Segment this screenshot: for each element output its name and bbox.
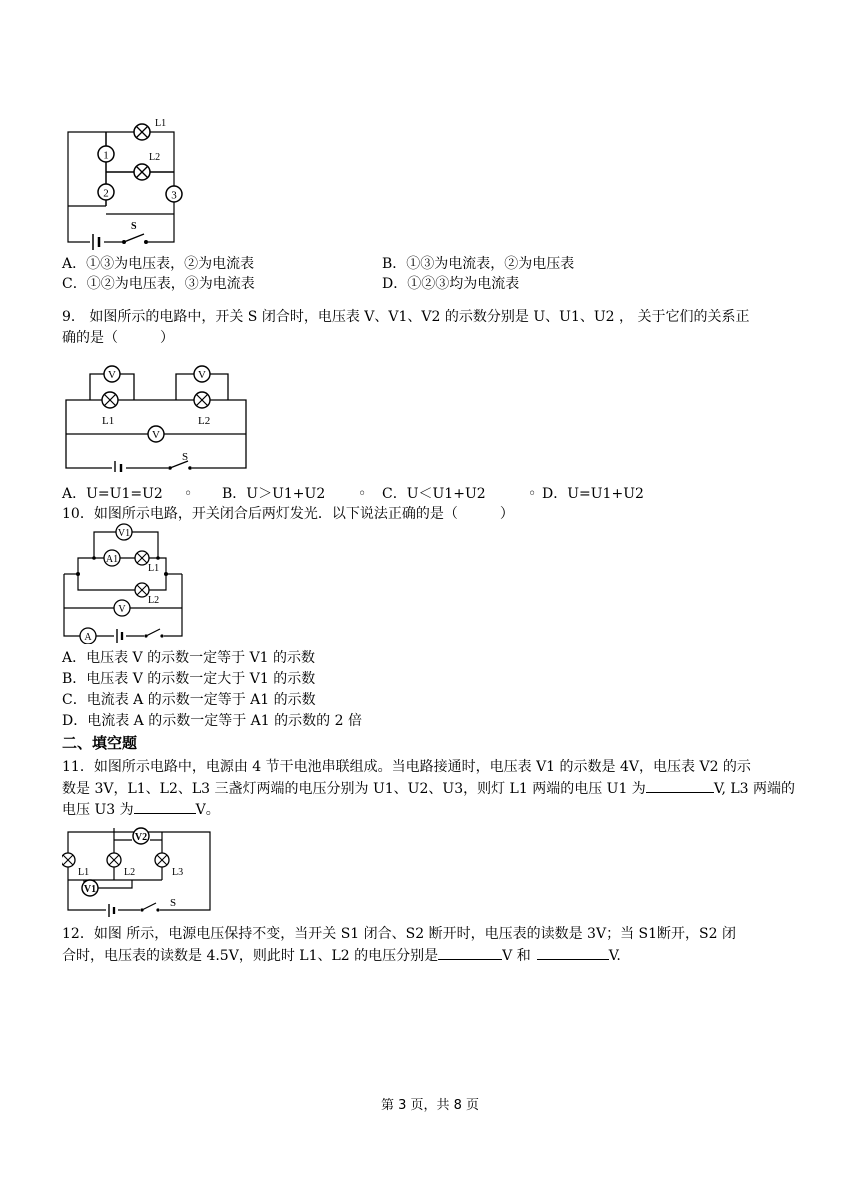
q8-option-b[interactable]: B．①③为电流表，②为电压表 xyxy=(382,256,575,272)
voltmeter-v-icon xyxy=(148,426,164,442)
switch-icon xyxy=(168,460,192,472)
lamp-l1-icon xyxy=(134,124,150,140)
q11-text: V。 xyxy=(195,802,220,818)
svg-text:L1: L1 xyxy=(155,118,167,129)
lamp-l2-icon xyxy=(194,392,210,408)
q11-text: V, L3 两端的 xyxy=(713,781,796,797)
svg-text:A1: A1 xyxy=(105,554,119,565)
q11-question-line1: 11．如图所示电路中，电源由 4 节干电池串联组成。当电路接通时，电压表 V1 的示数是 4V，电压表 V2 的示 xyxy=(62,759,751,775)
voltmeter-v-icon xyxy=(114,600,130,616)
q11-circuit-figure xyxy=(62,826,214,918)
q12-text: V. xyxy=(608,948,621,964)
battery-icon xyxy=(106,903,118,917)
svg-text:L1: L1 xyxy=(78,867,90,878)
q10-option-a[interactable]: A．电压表 V 的示数一定等于 V1 的示数 xyxy=(62,650,316,666)
svg-text:V1: V1 xyxy=(83,884,97,895)
q8-option-d[interactable]: D．①②③均为电流表 xyxy=(382,276,520,292)
svg-text:2: 2 xyxy=(103,187,109,200)
svg-text:L2: L2 xyxy=(148,595,160,606)
svg-text:V: V xyxy=(108,369,116,381)
voltmeter-v2-icon xyxy=(194,366,210,382)
voltmeter-v1-icon xyxy=(82,880,98,896)
svg-text:L1: L1 xyxy=(148,563,160,574)
svg-text:V2: V2 xyxy=(134,832,148,843)
lamp-l2-icon xyxy=(135,583,149,597)
meter-2-icon xyxy=(68,172,114,206)
svg-text:S: S xyxy=(182,451,189,463)
svg-text:3: 3 xyxy=(171,189,177,202)
q12-question-line1: 12．如图 所示，电源电压保持不变，当开关 S1 闭合、S2 断开时，电压表的读数是 3V；当 S1断开，S2 闭 xyxy=(62,926,736,942)
svg-text:L2: L2 xyxy=(198,415,211,427)
q10-option-d[interactable]: D．电流表 A 的示数一定等于 A1 的示数的 2 倍 xyxy=(62,713,362,729)
svg-text:1: 1 xyxy=(103,149,109,162)
q11-question-line2 xyxy=(62,778,795,799)
q12-text: 合时，电压表的读数是 4.5V，则此时 L1、L2 的电压分别是 xyxy=(62,948,439,964)
lamp-l1-icon xyxy=(135,551,149,565)
q11-text: 电压 U3 为 xyxy=(62,802,134,818)
voltmeter-v2-icon xyxy=(133,828,149,844)
q10-option-c[interactable]: C．电流表 A 的示数一定等于 A1 的示数 xyxy=(62,692,316,708)
q8-circuit-figure xyxy=(62,110,186,252)
svg-text:V: V xyxy=(152,429,160,441)
q9-option-dot: ◦ xyxy=(184,486,193,502)
section-heading: 二、填空题 xyxy=(62,734,138,752)
svg-text:L2: L2 xyxy=(124,867,136,878)
q9-option-b[interactable]: B．U＞U1+U2 xyxy=(222,486,326,502)
lamp-l1-icon xyxy=(102,392,118,408)
q12-blank-l2[interactable] xyxy=(537,945,609,960)
meter-3-icon xyxy=(106,186,182,214)
svg-text:V1: V1 xyxy=(117,528,131,539)
q8-option-a[interactable]: A．①③为电压表，②为电流表 xyxy=(62,256,255,272)
q10-option-b[interactable]: B．电压表 V 的示数一定大于 V1 的示数 xyxy=(62,671,316,687)
svg-text:S: S xyxy=(170,897,177,909)
svg-text:L1: L1 xyxy=(102,415,115,427)
lamp-l2-icon xyxy=(134,164,150,180)
switch-icon xyxy=(140,902,160,914)
voltmeter-v1-icon xyxy=(104,366,120,382)
q8-option-c[interactable]: C．①②为电压表，③为电流表 xyxy=(62,276,255,292)
lamp-l1-icon xyxy=(62,853,75,867)
lamp-l2-icon xyxy=(107,853,121,867)
switch-icon xyxy=(122,234,148,249)
battery-icon xyxy=(114,628,126,643)
battery-icon xyxy=(112,460,126,472)
meter-1-icon xyxy=(98,146,114,162)
svg-text:A: A xyxy=(84,632,92,643)
svg-text:V: V xyxy=(198,369,206,381)
q9-option-a[interactable]: A．U=U1=U2 xyxy=(62,486,163,502)
q9-question-line1: 9． 如图所示的电路中，开关 S 闭合时，电压表 V、V1、V2 的示数分别是 U、U1、U2 ， 关于它们的关系正 xyxy=(62,309,750,325)
q11-text: 数是 3V，L1、L2、L3 三盏灯两端的电压分别为 U1、U2、U3，则灯 L1 两端的电压 U1 为 xyxy=(62,781,646,797)
q9-question-line2: 确的是（ ） xyxy=(62,330,174,346)
page-footer: 第 3 页，共 8 页 xyxy=(380,1098,480,1113)
q9-option-dot: ◦ xyxy=(528,486,537,502)
svg-text:S: S xyxy=(131,221,137,232)
q10-question-line1: 10．如图所示电路，开关闭合后两灯发光．以下说法正确的是（ ） xyxy=(62,506,514,522)
q9-option-dot: ◦ xyxy=(358,486,367,502)
q10-circuit-figure xyxy=(62,522,186,644)
q11-question-line3 xyxy=(62,799,220,820)
ammeter-a-icon xyxy=(80,628,96,644)
ammeter-a1-icon xyxy=(104,550,120,566)
q12-blank-l1[interactable] xyxy=(438,945,502,960)
q9-option-c[interactable]: C．U＜U1+U2 xyxy=(382,486,486,502)
q9-option-d[interactable]: D．U=U1+U2 xyxy=(542,486,644,502)
svg-text:V: V xyxy=(118,604,126,615)
q12-text: V 和 xyxy=(502,948,531,964)
q9-circuit-figure xyxy=(62,362,250,472)
battery-icon xyxy=(90,232,104,252)
q11-blank-u3[interactable] xyxy=(134,799,196,814)
lamp-l3-icon xyxy=(155,853,169,867)
q11-blank-u1[interactable] xyxy=(646,778,714,793)
svg-text:L2: L2 xyxy=(149,152,161,163)
switch-icon xyxy=(144,628,164,640)
voltmeter-v1-icon xyxy=(116,524,132,540)
svg-text:L3: L3 xyxy=(172,867,184,878)
q12-question-line2 xyxy=(62,945,621,966)
